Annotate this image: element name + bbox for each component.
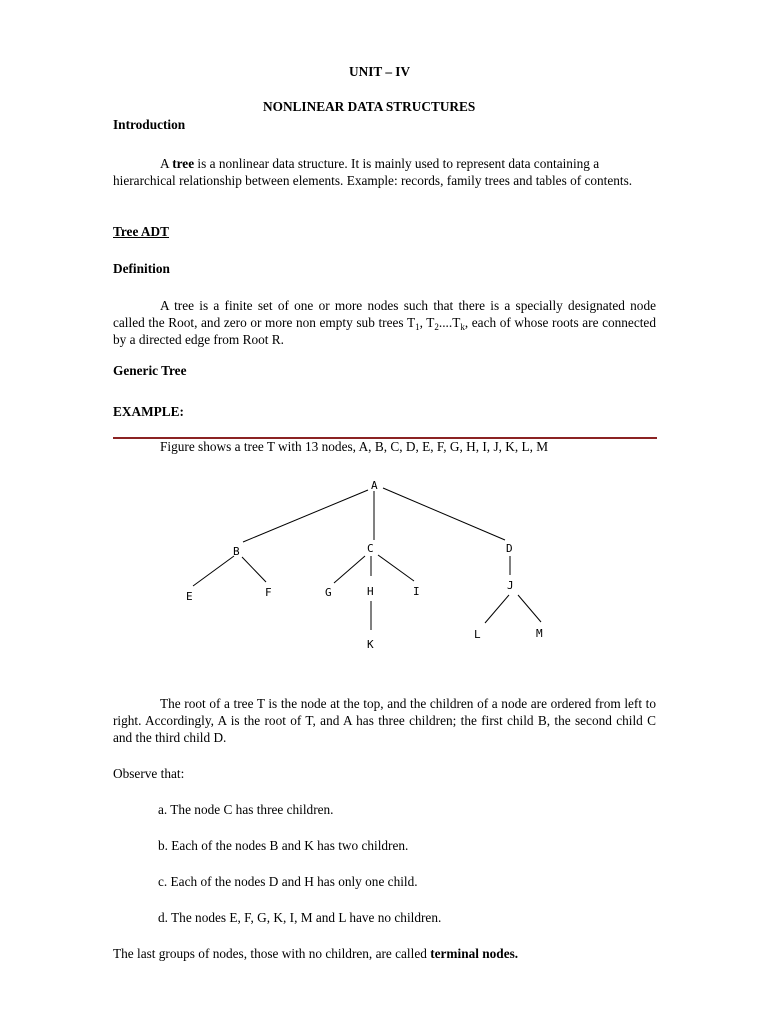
edge-a-b xyxy=(243,490,368,542)
tree-node-labels xyxy=(186,479,543,651)
observe-label: Observe that: xyxy=(113,766,185,781)
tree-edges xyxy=(193,488,541,630)
section-heading: NONLINEAR DATA STRUCTURES xyxy=(263,99,476,114)
node-b: B xyxy=(233,545,240,558)
observation-item: b. Each of the nodes B and K has two children. xyxy=(158,838,409,853)
example-heading: EXAMPLE: xyxy=(113,404,184,419)
edge-j-m xyxy=(518,595,541,622)
definition-paragraph: A tree is a finite set of one or more nodes such that there is a specially designated node called the Root, and zero or more non empty sub trees $T_1$, $T_2....T_k$, each of whose roots are connected by a directed edge from Root R. xyxy=(113,298,656,347)
node-l: L xyxy=(474,628,481,641)
tree-diagram xyxy=(0,470,768,660)
root-paragraph: The root of a tree T is the node at the top, and the children of a node are ordered from left to right. Accordingly, A is the root of T, and A has three children; the first child B, the second child C and the third child D. xyxy=(113,696,656,745)
edge-b-e xyxy=(193,556,234,586)
node-e: E xyxy=(186,590,193,603)
edge-c-i xyxy=(378,555,414,581)
observation-item: a. The node C has three children. xyxy=(158,802,334,817)
edge-c-g xyxy=(334,556,365,583)
terminal-nodes-sentence: The last groups of nodes, those with no children, are called terminal nodes. xyxy=(113,946,519,961)
introduction-paragraph: A tree is a nonlinear data structure. It is mainly used to represent data containing a hierarchical relationship between elements. Example: records, family trees and tables of contents. xyxy=(113,156,633,188)
node-d: D xyxy=(506,542,513,555)
node-j: J xyxy=(507,579,514,592)
unit-title: UNIT – IV xyxy=(349,64,411,79)
edge-j-l xyxy=(485,595,509,623)
edge-a-d xyxy=(383,488,505,540)
definition-heading: Definition xyxy=(113,261,170,276)
observation-item: c. Each of the nodes D and H has only one child. xyxy=(158,874,418,889)
node-m: M xyxy=(536,627,543,640)
observation-item: d. The nodes E, F, G, K, I, M and L have no children. xyxy=(158,910,442,925)
edge-b-f xyxy=(242,557,266,582)
node-h: H xyxy=(367,585,374,598)
figure-caption: Figure shows a tree T with 13 nodes, A, B, C, D, E, F, G, H, I, J, K, L, M xyxy=(160,439,549,454)
tree-term: tree xyxy=(172,156,195,171)
node-f: F xyxy=(265,586,272,599)
terminal-nodes-term: terminal nodes. xyxy=(430,946,519,961)
node-c: C xyxy=(367,542,374,555)
node-k: K xyxy=(367,638,374,651)
node-g: G xyxy=(325,586,332,599)
node-a: A xyxy=(371,479,378,492)
tree-adt-heading: Tree ADT xyxy=(113,224,170,239)
node-i: I xyxy=(413,585,420,598)
generic-tree-heading: Generic Tree xyxy=(113,363,187,378)
introduction-heading: Introduction xyxy=(113,117,186,132)
